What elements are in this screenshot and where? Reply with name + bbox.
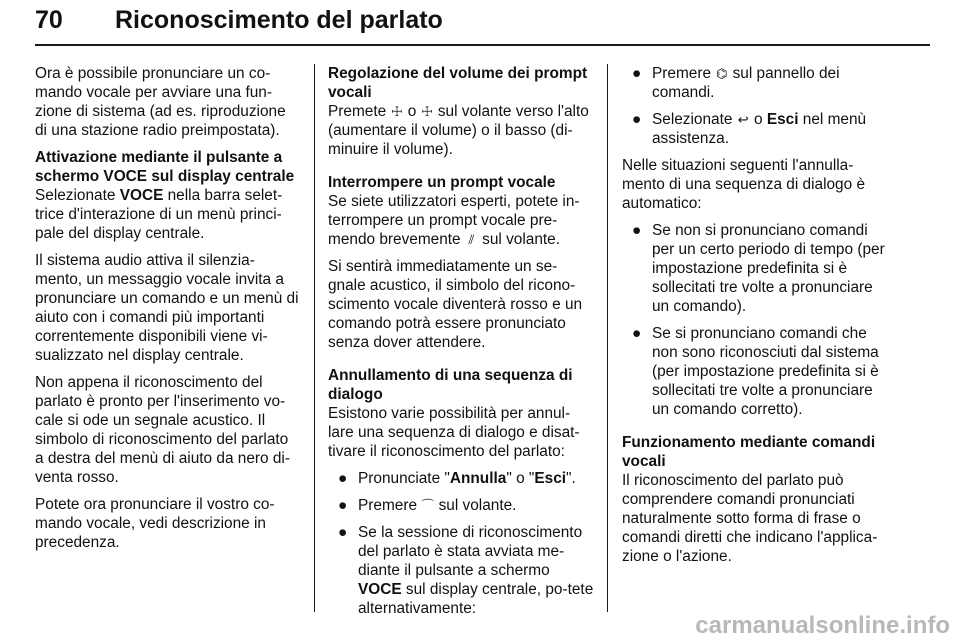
section-heading: Interrompere un prompt vocale <box>328 174 556 191</box>
paragraph: Non appena il riconoscimento del parlato è pronto per l'inserimento vo-cale si ode un segnale acustico. Il simbolo di riconoscimento del parlato a destra del menù di aiuto da nero di-venta rosso. <box>35 374 290 486</box>
paragraph: Potete ora pronunciare il vostro co-mando vocale, vedi descrizione in precedenza. <box>35 496 275 551</box>
bullet-icon: ● <box>338 524 348 541</box>
paragraph: Nelle situazioni seguenti l'annulla-mento di una sequenza di dialogo è automatico: <box>622 157 866 212</box>
list-item: ● Selezionate ↩ o Esci nel menù assistenza. <box>632 111 867 147</box>
column-divider <box>607 64 608 612</box>
paragraph: Si sentirà immediatamente un se-gnale acustico, il simbolo del ricono-scimento vocale diventerà rosso e un comando potrà essere pronunciato senza dover attendere. <box>328 258 583 351</box>
paragraph: Esistono varie possibilità per annul-lare una sequenza di dialogo e disat-tivare il riconoscimento del parlato: <box>328 405 580 460</box>
column-1 <box>35 64 299 560</box>
paragraph: Selezionate VOCE nella barra selet-trice d'interazione di un menù princi-pale del display centrale. <box>35 187 283 242</box>
column-3 <box>622 64 890 574</box>
section-heading: Attivazione mediante il pulsante a schermo VOCE sul display centrale <box>35 149 295 185</box>
page-header <box>35 4 930 46</box>
bullet-list <box>622 221 890 419</box>
column-divider <box>314 64 315 612</box>
paragraph: Premete ☩ o ☩ sul volante verso l'alto (aumentare il volume) o il basso (di-minuire il volume). <box>328 103 589 158</box>
bullet-list <box>622 64 890 148</box>
bullet-icon: ● <box>338 470 348 487</box>
list-item: ● Se si pronunciano comandi che non sono riconosciuti dal sistema (per impostazione predefinita si è sollecitati tre volte a pronunciare un comando corretto). <box>632 325 879 418</box>
list-item: ● Premere ⌒ sul volante. <box>338 497 517 514</box>
paragraph: Il sistema audio attiva il silenzia-mento, un messaggio vocale invita a pronunciare un comando e un menù di aiuto con i comandi più importanti correntemente disponibili viene vi-sualizzato nel display centrale. <box>35 252 299 364</box>
column-2 <box>328 64 594 626</box>
hangup-icon: ⌒ <box>421 498 435 513</box>
bullet-icon: ● <box>632 65 642 82</box>
paragraph: Il riconoscimento del parlato può comprendere comandi pronunciati naturalmente sotto forma di frase o comandi diretti che indicano l'applica-zione o l'azione. <box>622 472 878 565</box>
page-title: Riconoscimento del parlato <box>115 6 443 34</box>
paragraph: Ora è possibile pronunciare un co-mando vocale per avviare una fun-zione di sistema (ad es. riproduzione di una stazione radio preimpostata). <box>35 65 286 139</box>
volume-down-icon: ☩ <box>421 104 433 119</box>
volume-up-icon: ☩ <box>391 104 403 119</box>
section-heading: Funzionamento mediante comandi vocali <box>622 434 876 470</box>
watermark: carmanualsonline.info <box>695 612 950 639</box>
list-item: ● Premere ⌬ sul pannello dei comandi. <box>632 65 840 101</box>
page-number: 70 <box>35 6 63 34</box>
list-item: ● Se non si pronunciano comandi per un certo periodo di tempo (per impostazione predefinita si è sollecitati tre volte a pronunciare un comando). <box>632 222 885 315</box>
bullet-icon: ● <box>632 222 642 239</box>
back-icon: ↩ <box>737 112 749 127</box>
bullet-icon: ● <box>632 111 642 128</box>
bullet-icon: ● <box>632 325 642 342</box>
bullet-icon: ● <box>338 497 348 514</box>
home-icon: ⌬ <box>716 66 728 81</box>
paragraph: Se siete utilizzatori esperti, potete in-terrompere un prompt vocale pre-mendo brevemente ⫽ sul volante. <box>328 193 580 248</box>
section-heading: Regolazione del volume dei prompt vocali <box>328 65 588 101</box>
list-item: ● Pronunciate "Annulla" o "Esci". <box>338 470 576 487</box>
voice-icon: ⫽ <box>468 232 475 247</box>
section-heading: Annullamento di una sequenza di dialogo <box>328 367 573 403</box>
list-item: ● Se la sessione di riconoscimento del parlato è stata avviata me-diante il pulsante a schermo VOCE sul display centrale, po-tete alternativamente: <box>338 524 594 617</box>
bullet-list <box>328 469 594 618</box>
